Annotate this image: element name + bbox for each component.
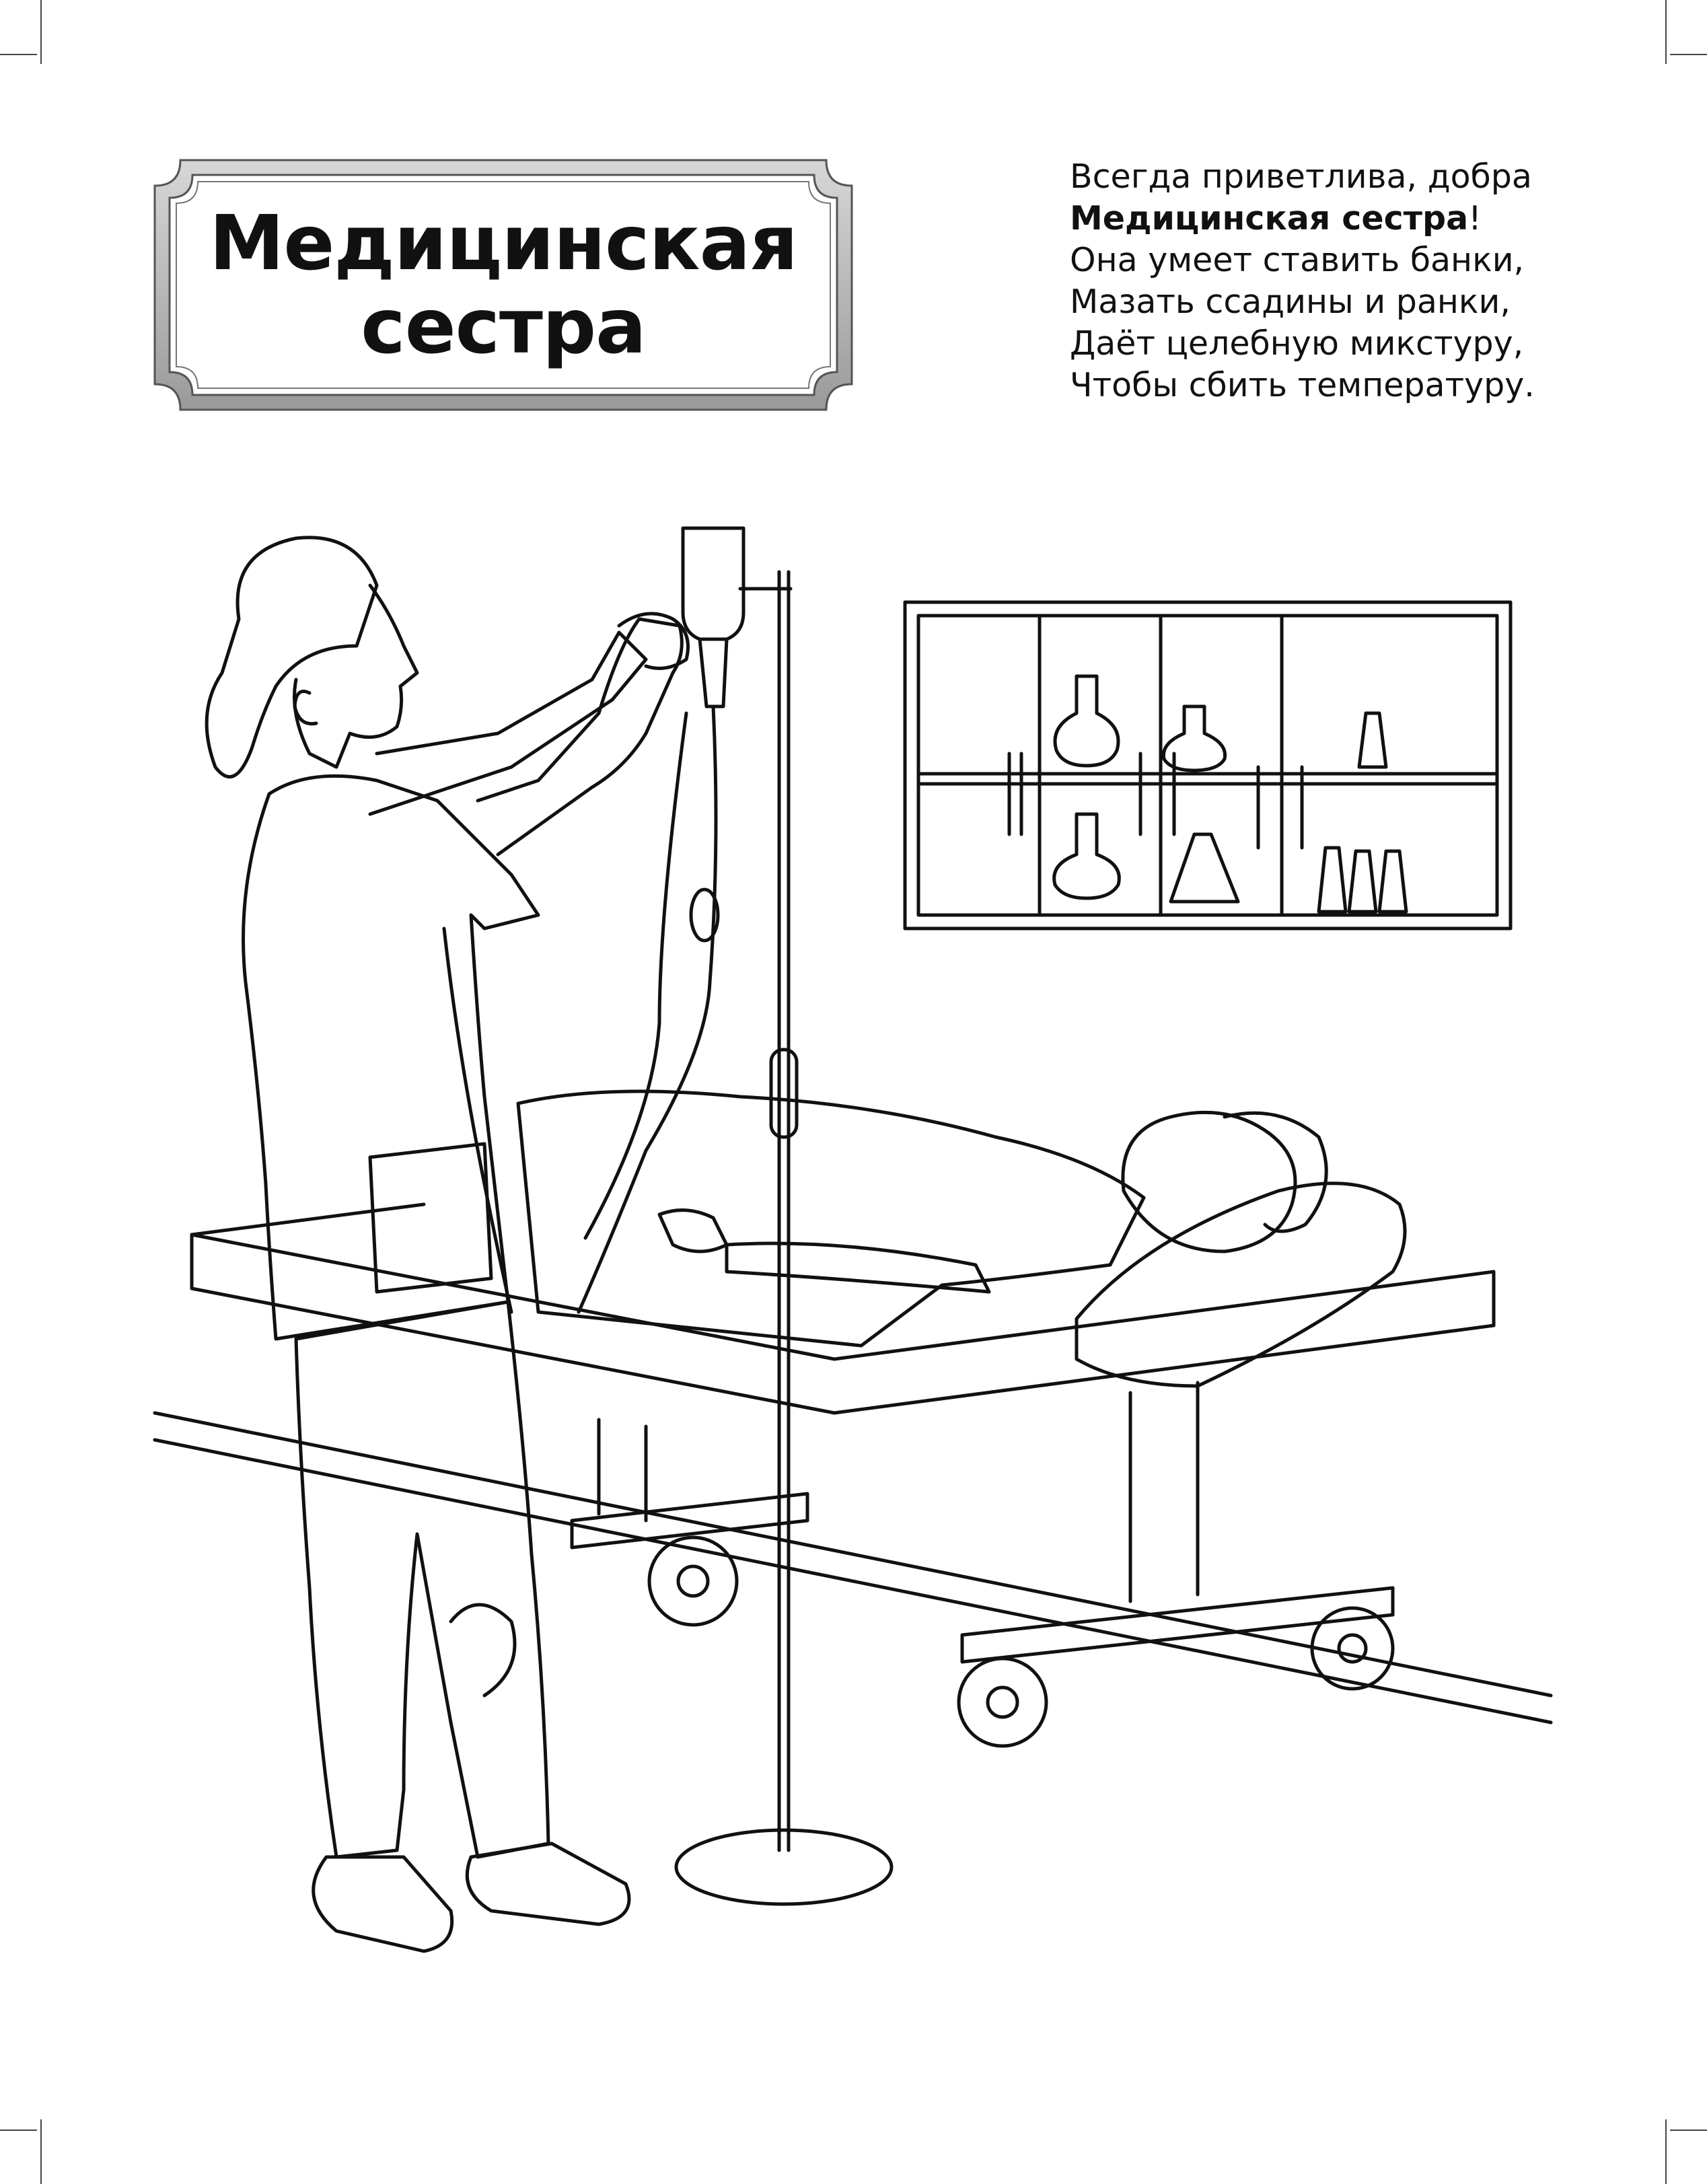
iv-clamp (771, 1050, 797, 1137)
poem-line-3: Она умеет ставить банки, (1070, 241, 1525, 279)
poem-line-2-bold: Медицинская сестра (1070, 199, 1469, 238)
flask-icon (1054, 814, 1120, 898)
poem-line-4: Мазать ссадины и ранки, (1070, 283, 1511, 321)
bottle-icon (1379, 851, 1406, 912)
bottle-icon (1359, 713, 1386, 767)
nurse-hair (207, 538, 377, 777)
title-plaque (153, 159, 853, 411)
wheel-icon (649, 1537, 737, 1625)
page-title (153, 159, 853, 411)
bottle-icon (1349, 851, 1376, 912)
poem-line-6: Чтобы сбить температуру. (1070, 366, 1535, 404)
title-line-1: Медицинская (209, 199, 798, 287)
patient-cap (1225, 1113, 1326, 1231)
crop-mark-top-left (40, 0, 42, 64)
flask-icon (1055, 676, 1118, 766)
nurse-shoe-left (314, 1857, 452, 1951)
wall-cabinet (905, 602, 1511, 929)
floor-lines (155, 1413, 1551, 1722)
crop-mark-top-right (1665, 0, 1667, 64)
iv-stand-base (676, 1830, 892, 1904)
iv-stand (579, 528, 892, 1904)
crop-mark-bottom-right (1665, 2119, 1667, 2184)
poem (1070, 156, 1648, 406)
bottle-icon (1319, 848, 1346, 912)
crop-mark-top-left-h (0, 54, 37, 55)
crop-mark-bottom-left-h (0, 2130, 37, 2131)
crop-mark-top-right-h (1670, 54, 1707, 55)
crop-mark-bottom-left (40, 2119, 42, 2184)
poem-line-2 (1070, 198, 1648, 240)
poem-line-5: Даёт целебную микстуру, (1070, 324, 1524, 363)
nurse (207, 538, 688, 1951)
poem-line-2-rest: ! (1468, 199, 1482, 238)
poem-line-1: Всегда приветлива, добра (1070, 157, 1532, 196)
patient-hand (659, 1210, 727, 1251)
patient-head (1123, 1112, 1295, 1251)
crop-mark-bottom-right-h (1670, 2130, 1707, 2131)
uniform-pocket (370, 1144, 491, 1292)
iv-tube (579, 706, 716, 1312)
nurse-illustration (135, 511, 1581, 2045)
hospital-bed (192, 1204, 1494, 1746)
nurse-arm-left (478, 619, 682, 854)
iv-bottle-icon (683, 528, 743, 639)
title-line-2: сестра (361, 283, 646, 371)
flask-icon (1171, 834, 1238, 902)
pillow (1077, 1184, 1405, 1386)
nurse-face (295, 585, 418, 767)
nurse-trousers (296, 1302, 548, 1857)
wheel-icon (959, 1659, 1046, 1746)
